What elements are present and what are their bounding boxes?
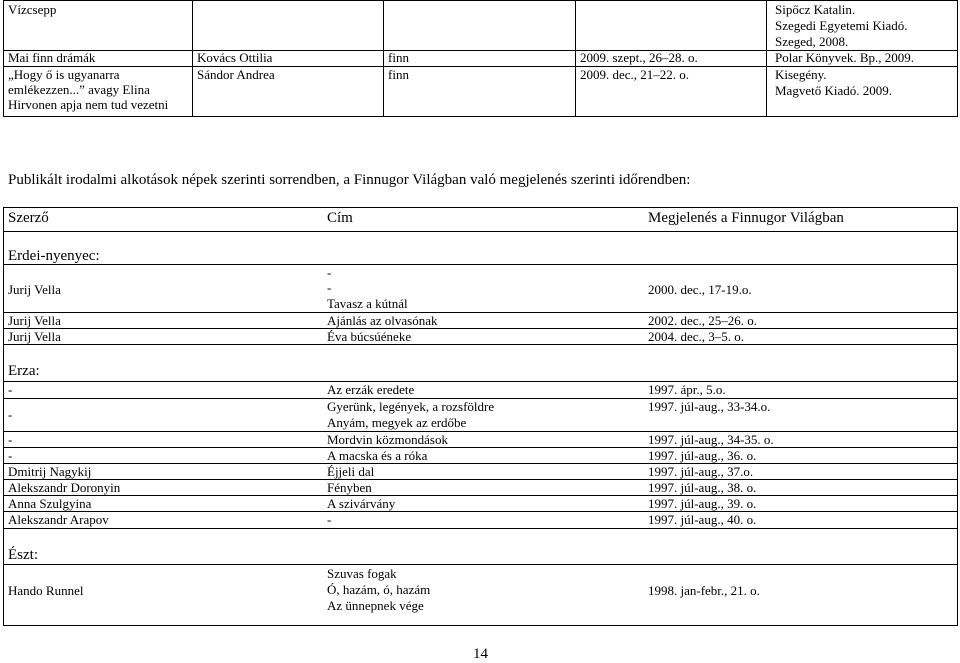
top-row3-title-line: Hirvonen apja nem tud vezetni xyxy=(8,97,169,112)
section-heading: Publikált irodalmi alkotások népek szerinti sorrendben, a Finnugor Világban való megjelenés szerinti időrendben: xyxy=(8,172,691,188)
page-number: 14 xyxy=(473,646,488,662)
title-cell: Éjjeli dal xyxy=(327,464,375,479)
published-cell: 1997. júl-aug., 37.o. xyxy=(648,464,754,479)
author-cell: - xyxy=(8,448,13,463)
top-row3-lang: finn xyxy=(388,67,409,82)
top-row2-lang: finn xyxy=(388,50,409,65)
title-cell: A szivárvány xyxy=(327,496,396,511)
title-cell-line: Anyám, megyek az erdőbe xyxy=(327,415,467,430)
published-cell: 1997. júl-aug., 39. o. xyxy=(648,496,757,511)
author-cell: - xyxy=(8,407,13,422)
group-heading-erdei: Erdei-nyenyec: xyxy=(8,248,100,264)
published-cell: 1997. júl-aug., 33-34.o. xyxy=(648,399,771,414)
author-cell: Hando Runnel xyxy=(8,583,84,598)
top-row2-title: Mai finn drámák xyxy=(8,50,96,65)
top-row2-publisher: Polar Könyvek. Bp., 2009. xyxy=(775,50,915,65)
title-cell-line: Gyerünk, legények, a rozsföldre xyxy=(327,399,495,414)
column-header-title: Cím xyxy=(327,210,353,226)
title-cell-line: - xyxy=(327,280,332,295)
top-row3-translator: Sándor Andrea xyxy=(197,67,275,82)
top-row3-date: 2009. dec., 21–22. o. xyxy=(580,67,690,82)
author-cell: Anna Szulgyina xyxy=(8,496,92,511)
author-cell: - xyxy=(8,432,13,447)
top-row3-publisher-line: Kisegény. xyxy=(775,67,827,82)
top-row1-publisher-line: Sipőcz Katalin. xyxy=(775,2,856,17)
author-cell: Alekszandr Arapov xyxy=(8,512,109,527)
published-cell: 2000. dec., 17-19.o. xyxy=(648,282,752,297)
top-row2-date: 2009. szept., 26–28. o. xyxy=(580,50,698,65)
top-row3-publisher-line: Magvető Kiadó. 2009. xyxy=(775,83,892,98)
title-cell: Ajánlás az olvasónak xyxy=(327,313,438,328)
published-cell: 2004. dec., 3–5. o. xyxy=(648,329,745,344)
title-cell: Mordvin közmondások xyxy=(327,432,448,447)
published-cell: 2002. dec., 25–26. o. xyxy=(648,313,758,328)
title-cell: Éva búcsúéneke xyxy=(327,329,412,344)
title-cell: A macska és a róka xyxy=(327,448,428,463)
column-header-published: Megjelenés a Finnugor Világban xyxy=(648,210,844,226)
author-cell: - xyxy=(8,382,13,397)
title-cell: Az erzák eredete xyxy=(327,382,415,397)
group-heading-eszt: Észt: xyxy=(8,547,38,563)
published-cell: 1997. júl-aug., 34-35. o. xyxy=(648,432,774,447)
author-cell: Jurij Vella xyxy=(8,329,61,344)
title-cell-line: Szuvas fogak xyxy=(327,566,397,581)
author-cell: Jurij Vella xyxy=(8,282,61,297)
title-cell-line: - xyxy=(327,265,332,280)
title-cell-line: Ó, hazám, ó, hazám xyxy=(327,582,431,597)
title-cell: Fényben xyxy=(327,480,372,495)
published-cell: 1997. júl-aug., 40. o. xyxy=(648,512,757,527)
author-cell: Jurij Vella xyxy=(8,313,61,328)
published-cell: 1997. júl-aug., 38. o. xyxy=(648,480,757,495)
group-heading-erza: Erza: xyxy=(8,363,40,379)
published-cell: 1998. jan-febr., 21. o. xyxy=(648,583,760,598)
top-row3-title-line: emlékezzen...” avagy Elina xyxy=(8,82,150,97)
column-header-author: Szerző xyxy=(8,210,49,226)
title-cell: - xyxy=(327,512,332,527)
top-row1-title: Vízcsepp xyxy=(8,2,57,17)
author-cell: Alekszandr Doronyin xyxy=(8,480,121,495)
top-row2-translator: Kovács Ottilia xyxy=(197,50,273,65)
published-cell: 1997. júl-aug., 36. o. xyxy=(648,448,757,463)
title-cell-line: Az ünnepnek vége xyxy=(327,598,424,613)
top-row1-publisher-line: Szeged, 2008. xyxy=(775,34,849,49)
top-row1-publisher-line: Szegedi Egyetemi Kiadó. xyxy=(775,18,908,33)
title-cell-line: Tavasz a kútnál xyxy=(327,296,408,311)
top-row3-title-line: „Hogy ő is ugyanarra xyxy=(8,67,120,82)
author-cell: Dmitrij Nagykij xyxy=(8,464,92,479)
published-cell: 1997. ápr., 5.o. xyxy=(648,382,726,397)
